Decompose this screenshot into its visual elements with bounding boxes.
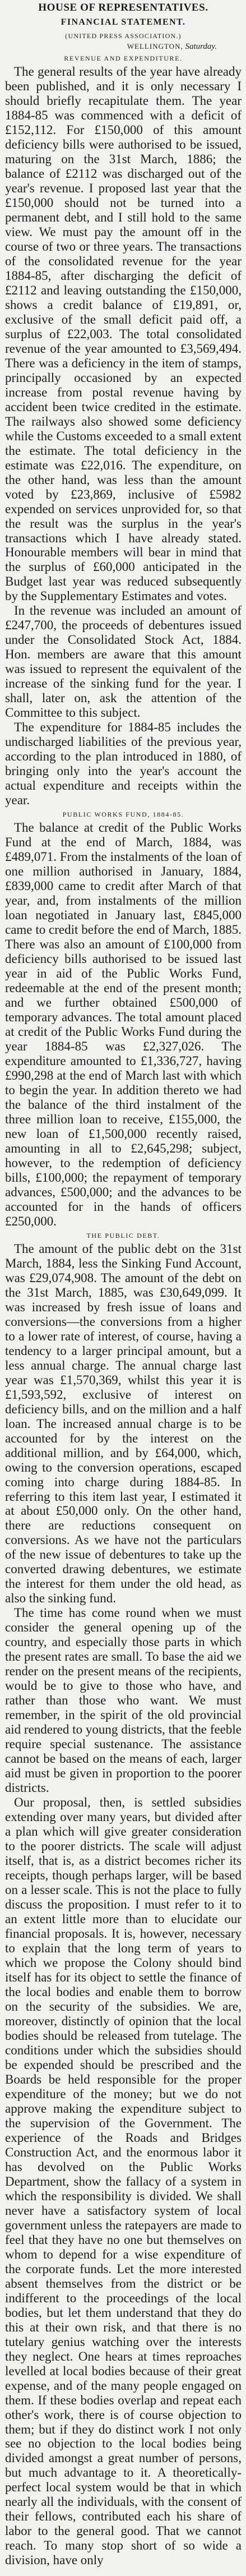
dateline-place: WELLINGTON, (127, 42, 183, 50)
paragraph: Our proposal, then, is settled subsidies extending over many years, but divided after a plan which will give greater consideration to the poorer districts. The scale will adjust itself, that is, as a district becomes richer its receipts, though perhaps larger, will be based on a lesser scale. This is not the place to fully discuss the proposition. I must refer to it to an extent little more than to elucidate our financial proposals. It is, however, necessary to explain that the long term of years to which we propose the Colony should bind itself has for its object to settle the finance of the local bodies and enable them to borrow on the security of the subsidies. We are, moreover, distinctly of opinion that the local bodies should be released from tutelage. The conditions under which the subsidies should be expended should be prescribed and the Boards be held responsible for the proper expenditure of the money; but we do not approve making the expenditure subject to the supervision of the Government. The experience of the Roads and Bridges Construction Act, and the enormous labor it has devolved on the Public Works Department, show the fallacy of a system in which the responsibility is divided. We shall never have a satisfactory system of local government unless the ratepayers are made to feel that they have no one but themselves on whom to depend for a wise expenditure of the corporate funds. Let the more interested absent themselves from the district or be indifferent to the proceedings of the local bodies, but let them understand that they do this at their own risk, and that there is no tutelary genius watching over the interests they neglect. One hears at times reproaches levelled at local bodies because of their great expense, and of the many people engaged on them. If these bodies overlap and repeat each other's work, there is of course objection to them; but if they do distinct work I not only see no objection to the local bodies being divided amongst a great number of persons, but much advantage to it. A theoretically-perfect local system would be that in which nearly all the individuals, with the consent of their fellows, contributed each his share of labor to the general good. That we cannot reach. To many stop short of so wide a division, have only (5, 1795, 242, 2568)
paragraph: The balance at credit of the Public Works Fund at the end of March, 1884, was £489,071. From the instalments of the loan of one million authorised in January, 1884, £839,000 came to credit after March of that year, and, from instalments of the million loan negotiated in January last, £845,000 came to credit before the end of March, 1885. There was also an amount of £100,000 from deficiency bills authorised to be issued last year in aid of the Public Works Fund, redeemable at the end of the present month; and we further obtained £500,000 of temporary advances. The total amount placed at credit of the Public Works Fund during the year 1884-85 was £2,327,026. The expenditure amounted to £1,336,727, having £990,298 at the end of March last with which to begin the year. In addition thereto we had the balance of the third instalment of the three million loan to receive, £155,000, the new loan of £1,500,000 recently raised, amounting in all to £2,645,298; subject, however, to the redemption of deficiency bills, £100,000; the repayment of temporary advances, £500,000; and the advances to be accounted for in the hands of officers £250,000. (5, 821, 242, 1228)
article-title: FINANCIAL STATEMENT. (61, 17, 186, 27)
chamber-heading: HOUSE OF REPRESENTATIVES. (38, 2, 208, 13)
paragraph: In the revenue was included an amount of £247,700, the proceeds of debentures issued under the Consolidated Stock Act, 1884. Hon. members are aware that this amount was issued to represent the equivalent of the increase of the sinking fund for the year. I shall, later on, ask the attention of the Committee to this subject. (5, 603, 242, 720)
section-public-works-fund (5, 810, 242, 1229)
dateline-day: Saturday. (185, 42, 217, 51)
paragraph: The time has come round when we must consider the general opening up of the country, and especially those parts in which the present rates are small. To base the aid we render on the present means of the recipients, would be to give to those who have, and rather than those who want. We must remember, in the spirit of the old provincial aid rendered to young districts, that the feeble require special sustenance. The assistance cannot be based on the means of each, larger aid must be given in proportion to the poorer districts. (5, 1606, 242, 1795)
section-public-debt (5, 1231, 242, 2568)
paragraph: The amount of the public debt on the 31st March, 1884, less the Sinking Fund Account, was £29,074,908. The amount of the debt on the 31st March, 1885, was £30,649,099. It was increased by fresh issue of loans and conversions—the conversions from a higher to a lower rate of interest, of course, having a tendency to a larger principal amount, but a less annual charge. The annual charge last year was £1,570,369, whilst this year it is £1,593,592, exclusive of interest on deficiency bills, and on the million and a half loan. The increased annual charge is to be accounted for by the interest on the additional million, and by £64,000, which, owing to the conversion operations, escaped coming into charge during 1884-85. In referring to this item last year, I estimated it at about £50,000 only. On the other hand, there are reductions consequent on conversions. As we have not the particulars of the new issue of debentures to take up the converted drawing debentures, we estimate the interest for them under the old head, as also the sinking fund. (5, 1241, 242, 1606)
paragraph: The general results of the year have already been published, and it is only necessary I should briefly recapitulate them. The year 1884-85 was commenced with a deficit of £152,112. For £150,000 of this amount deficiency bills were authorised to be issued, maturing on the 31st March, 1886; the balance of £2112 was discharged out of the year's revenue. I proposed last year that the £150,000 should not be turned into a permanent debt, and I still hold to the same view. We must pay the amount off in the course of two or three years. The transactions of the consolidated revenue for the year 1884-85, after discharging the deficit of £2112 and leaving outstanding the £150,000, shows a credit balance of £19,891, or, exclusive of the small deficit paid off, a surplus of £22,003. The total consolidated revenue of the year amounted to £3,569,494. There was a deficiency in the item of stamps, principally occasioned by an expected increase from postal revenue having by accident been twice credited in the estimate. The railways also showed some deficiency while the Customs exceeded to a small extent the estimate. The total deficiency in the estimate was £22,016. The expenditure, on the other hand, was less than the amount voted by £23,869, inclusive of £5982 expended on services unprovided for, so that the result was the surplus in the year's transactions which I have already stated. Honourable members will bear in mind that the surplus of £60,000 anticipated in the Budget last year was reduced subsequently by the Supplementary Estimates and votes. (5, 64, 242, 603)
section-heading: REVENUE AND EXPENDITURE. (64, 54, 183, 62)
section-revenue-expenditure (5, 54, 242, 808)
section-heading: PUBLIC WORKS FUND, 1884-85. (62, 810, 184, 819)
paragraph: The expenditure for 1884-85 includes the undischarged liabilities of the previous year, according to the plan introduced in 1880, of bringing only into the year's account the actual expenditure and receipts within the year. (5, 720, 242, 808)
dateline (5, 42, 242, 52)
article-column (5, 2, 242, 2568)
section-heading: THE PUBLIC DEBT. (86, 1231, 160, 1239)
news-agency-credit: (UNITED PRESS ASSOCIATION.) (65, 32, 182, 40)
